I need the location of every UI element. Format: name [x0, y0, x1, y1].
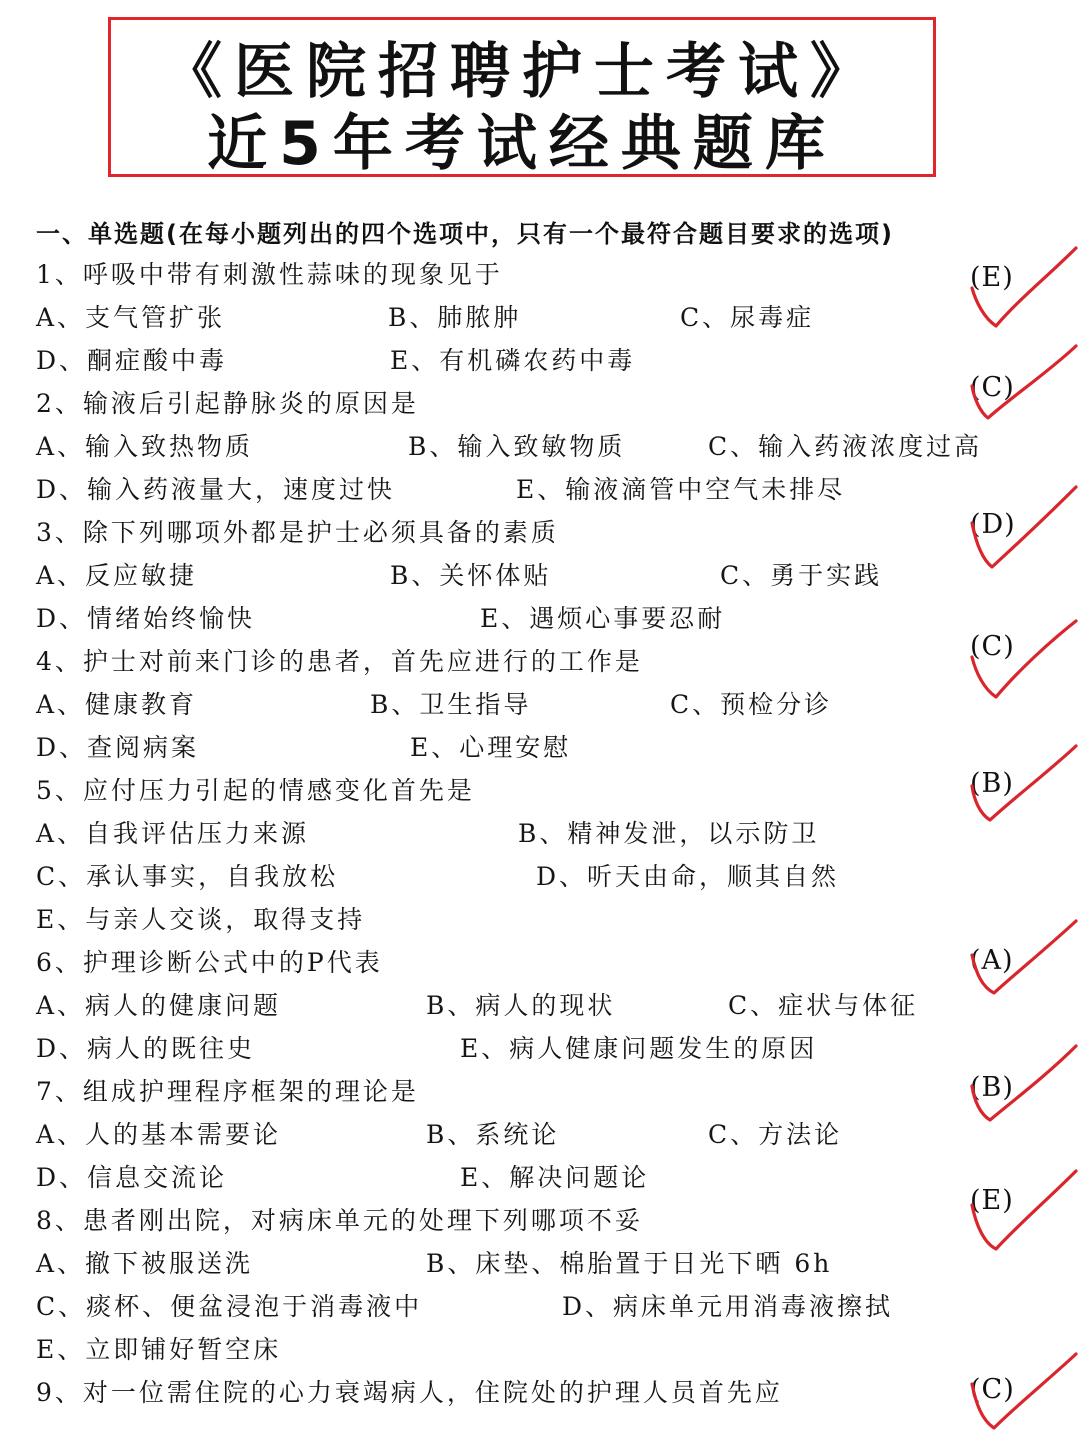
question-6-option-c: C、症状与体征 — [728, 991, 919, 1020]
question-2-options-row-1 — [0, 429, 1080, 465]
question-2-option-a: A、输入致热物质 — [36, 432, 254, 461]
question-6-options-row-1 — [0, 988, 1080, 1024]
question-6-options-row-2 — [0, 1031, 1080, 1067]
question-2-option-c: C、输入药液浓度过高 — [708, 432, 983, 461]
question-2-row — [0, 386, 1080, 422]
question-6-option-b: B、病人的现状 — [426, 991, 616, 1020]
section-heading: 一、单选题(在每小题列出的四个选项中，只有一个最符合题目要求的选项) — [36, 220, 894, 248]
question-8-options-row-2 — [0, 1289, 1080, 1325]
question-4-option-d: D、查阅病案 — [36, 733, 200, 762]
question-2-answer-label: (C) — [970, 372, 1015, 403]
question-7-stem: 7、组成护理程序框架的理论是 — [36, 1077, 419, 1106]
question-4-option-b: B、卫生指导 — [370, 690, 532, 719]
question-3-stem: 3、除下列哪项外都是护士必须具备的素质 — [36, 518, 559, 547]
question-1-stem: 1、呼吸中带有刺激性蒜味的现象见于 — [36, 260, 503, 289]
question-3-options-row-2 — [0, 601, 1080, 637]
red-checkmark-icon — [970, 509, 1080, 589]
question-1-options-row-1 — [0, 300, 1080, 336]
red-checkmark-icon — [970, 372, 1080, 452]
question-3-option-c: C、勇于实践 — [720, 561, 883, 590]
question-3-options-row-1 — [0, 558, 1080, 594]
question-7-option-d: D、信息交流论 — [36, 1163, 228, 1192]
question-8-stem: 8、患者刚出院，对病床单元的处理下列哪项不妥 — [36, 1206, 643, 1235]
question-6-row — [0, 945, 1080, 981]
question-6-option-d: D、病人的既往史 — [36, 1034, 256, 1063]
question-1-answer — [970, 262, 1080, 342]
question-8-options-row-3 — [0, 1332, 1080, 1368]
question-2-answer — [970, 372, 1080, 452]
question-8-option-b: B、床垫、棉胎置于日光下晒 6h — [426, 1249, 833, 1278]
question-7-option-c: C、方法论 — [708, 1120, 843, 1149]
question-2-option-b: B、输入致敏物质 — [408, 432, 626, 461]
question-6-answer — [970, 945, 1080, 1025]
question-5-options-row-1 — [0, 816, 1080, 852]
question-1-option-c: C、尿毒症 — [680, 303, 815, 332]
question-9-row — [0, 1375, 1080, 1411]
question-8-option-a: A、撤下被服送洗 — [36, 1249, 254, 1278]
title-box — [108, 17, 936, 177]
question-5-answer-label: (B) — [970, 768, 1014, 799]
question-4-options-row-2 — [0, 730, 1080, 766]
question-6-option-e: E、病人健康问题发生的原因 — [460, 1034, 818, 1063]
red-checkmark-icon — [970, 1072, 1080, 1152]
red-checkmark-icon — [970, 945, 1080, 1025]
question-1-row — [0, 257, 1080, 293]
question-5-answer — [970, 768, 1080, 848]
question-7-option-a: A、人的基本需要论 — [36, 1120, 282, 1149]
question-8-option-d: D、病床单元用消毒液擦拭 — [562, 1292, 894, 1321]
question-5-option-d: D、听天由命，顺其自然 — [536, 862, 840, 891]
question-5-option-b: B、精神发泄，以示防卫 — [518, 819, 820, 848]
question-3-option-d: D、情绪始终愉快 — [36, 604, 256, 633]
question-6-answer-label: (A) — [970, 945, 1014, 976]
question-5-options-row-3 — [0, 902, 1080, 938]
question-4-answer-label: (C) — [970, 631, 1015, 662]
question-2-option-e: E、输液滴管中空气未排尽 — [516, 475, 846, 504]
question-2-option-d: D、输入药液量大，速度过快 — [36, 475, 396, 504]
question-4-option-a: A、健康教育 — [36, 690, 198, 719]
question-7-options-row-2 — [0, 1160, 1080, 1196]
question-5-option-a: A、自我评估压力来源 — [36, 819, 310, 848]
question-8-row — [0, 1203, 1080, 1239]
question-4-option-c: C、预检分诊 — [670, 690, 833, 719]
question-9-stem: 9、对一位需住院的心力衰竭病人，住院处的护理人员首先应 — [36, 1378, 783, 1407]
question-1-option-e: E、有机磷农药中毒 — [390, 346, 636, 375]
question-4-options-row-1 — [0, 687, 1080, 723]
question-7-options-row-1 — [0, 1117, 1080, 1153]
page-subtitle: 近5年考试经典题库 — [207, 109, 837, 179]
question-3-answer — [970, 509, 1080, 589]
question-8-options-row-1 — [0, 1246, 1080, 1282]
question-8-option-c: C、痰杯、便盆浸泡于消毒液中 — [36, 1292, 423, 1321]
question-6-option-a: A、病人的健康问题 — [36, 991, 282, 1020]
question-7-option-e: E、解决问题论 — [460, 1163, 650, 1192]
question-8-answer — [970, 1185, 1080, 1265]
question-3-option-a: A、反应敏捷 — [36, 561, 198, 590]
question-2-stem: 2、输液后引起静脉炎的原因是 — [36, 389, 419, 418]
question-3-answer-label: (D) — [970, 509, 1016, 540]
question-1-option-b: B、肺脓肿 — [388, 303, 522, 332]
question-7-answer — [970, 1072, 1080, 1152]
question-4-stem: 4、护士对前来门诊的患者，首先应进行的工作是 — [36, 647, 643, 676]
question-7-row — [0, 1074, 1080, 1110]
question-8-answer-label: (E) — [970, 1185, 1014, 1216]
question-8-option-e: E、立即铺好暂空床 — [36, 1335, 282, 1364]
question-5-stem: 5、应付压力引起的情感变化首先是 — [36, 776, 475, 805]
question-5-options-row-2 — [0, 859, 1080, 895]
question-2-options-row-2 — [0, 472, 1080, 508]
question-3-option-b: B、关怀体贴 — [390, 561, 552, 590]
question-1-options-row-2 — [0, 343, 1080, 379]
question-4-answer — [970, 631, 1080, 711]
question-7-option-b: B、系统论 — [426, 1120, 560, 1149]
question-1-option-a: A、支气管扩张 — [36, 303, 226, 332]
red-checkmark-icon — [970, 1374, 1080, 1454]
red-checkmark-icon — [970, 768, 1080, 848]
question-4-option-e: E、心理安慰 — [410, 733, 572, 762]
question-4-row — [0, 644, 1080, 680]
question-6-stem: 6、护理诊断公式中的P代表 — [36, 948, 383, 977]
question-3-option-e: E、遇烦心事要忍耐 — [480, 604, 726, 633]
question-7-answer-label: (B) — [970, 1072, 1014, 1103]
question-9-answer-label: (C) — [970, 1374, 1015, 1405]
red-checkmark-icon — [970, 1185, 1080, 1265]
page-title: 《医院招聘护士考试》 — [162, 37, 882, 107]
question-5-option-c: C、承认事实，自我放松 — [36, 862, 339, 891]
question-5-row — [0, 773, 1080, 809]
question-5-option-e: E、与亲人交谈，取得支持 — [36, 905, 366, 934]
question-9-answer — [970, 1374, 1080, 1454]
question-3-row — [0, 515, 1080, 551]
red-checkmark-icon — [970, 262, 1080, 342]
question-1-answer-label: (E) — [970, 262, 1014, 293]
red-checkmark-icon — [970, 631, 1080, 711]
question-1-option-d: D、酮症酸中毒 — [36, 346, 228, 375]
